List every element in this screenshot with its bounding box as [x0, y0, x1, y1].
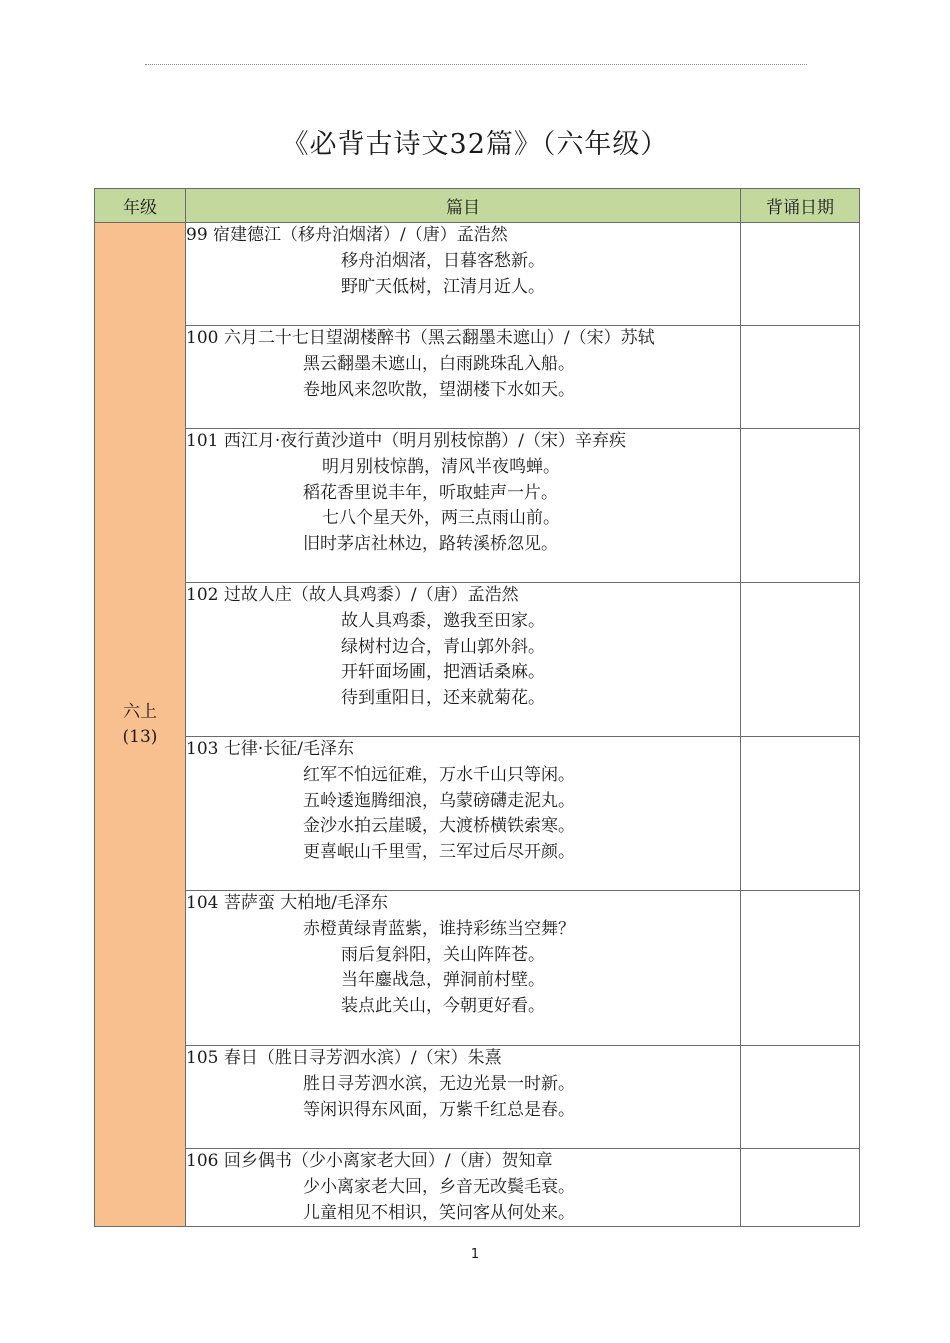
poem-line: 少小离家老大回，乡音无改鬓毛衰。	[303, 1176, 575, 1197]
poem-line: 黑云翻墨未遮山，白雨跳珠乱入船。	[303, 353, 575, 374]
poem-table	[94, 188, 860, 1227]
recite-date-cell[interactable]	[741, 737, 860, 891]
recite-date-cell[interactable]	[741, 1149, 860, 1227]
recite-date-cell[interactable]	[741, 223, 860, 326]
recite-date-cell[interactable]	[741, 326, 860, 429]
poem-cell	[186, 223, 741, 326]
poem-line: 雨后复斜阳，关山阵阵苍。	[341, 944, 545, 965]
poem-line: 野旷天低树，江清月近人。	[341, 276, 545, 297]
table-row	[95, 891, 860, 1046]
poem-cell	[186, 1149, 741, 1227]
recite-date-cell[interactable]	[741, 891, 860, 1046]
poem-line: 赤橙黄绿青蓝紫，谁持彩练当空舞？	[303, 918, 575, 939]
grade-cell	[95, 223, 186, 1227]
poem-cell	[186, 891, 741, 1046]
poem-title: 100 六月二十七日望湖楼醉书（黑云翻墨未遮山）/（宋）苏轼	[186, 328, 655, 348]
poem-line: 装点此关山，今朝更好看。	[341, 996, 545, 1017]
recite-date-cell[interactable]	[741, 583, 860, 737]
poem-line: 胜日寻芳泗水滨，无边光景一时新。	[303, 1073, 575, 1094]
grade-count: (13)	[122, 726, 158, 747]
top-divider	[145, 64, 807, 65]
poem-line: 更喜岷山千里雪，三军过后尽开颜。	[303, 842, 575, 863]
poem-cell	[186, 326, 741, 429]
poem-title: 106 回乡偶书（少小离家老大回）/（唐）贺知章	[186, 1151, 553, 1171]
poem-line: 旧时茅店社林边，路转溪桥忽见。	[303, 534, 558, 555]
poem-line: 移舟泊烟渚，日暮客愁新。	[341, 250, 545, 271]
poem-line: 七八个星天外，两三点雨山前。	[322, 508, 560, 529]
table-row	[95, 1046, 860, 1149]
poem-line: 五岭逶迤腾细浪，乌蒙磅礴走泥丸。	[303, 790, 575, 811]
header-title: 篇目	[186, 189, 741, 223]
page-title: 《必背古诗文32篇》（六年级）	[281, 129, 669, 160]
poem-line: 当年鏖战急，弹洞前村壁。	[341, 970, 545, 991]
table-row	[95, 583, 860, 737]
table-row	[95, 737, 860, 891]
table-row	[95, 1149, 860, 1227]
poem-line: 稻花香里说丰年，听取蛙声一片。	[303, 482, 558, 503]
poem-title: 99 宿建德江（移舟泊烟渚）/（唐）孟浩然	[186, 225, 508, 245]
header-date: 背诵日期	[741, 189, 860, 223]
poem-line: 开轩面场圃，把酒话桑麻。	[341, 662, 545, 683]
recite-date-cell[interactable]	[741, 429, 860, 583]
poem-title: 101 西江月·夜行黄沙道中（明月别枝惊鹊）/（宋）辛弃疾	[186, 431, 626, 451]
poem-line: 金沙水拍云崖暖，大渡桥横铁索寒。	[303, 816, 575, 837]
poem-line: 卷地风来忽吹散，望湖楼下水如天。	[303, 379, 575, 400]
table-row	[95, 326, 860, 429]
poem-line: 儿童相见不相识，笑问客从何处来。	[303, 1202, 575, 1223]
poem-line: 绿树村边合，青山郭外斜。	[341, 636, 545, 657]
poem-title: 103 七律·长征/毛泽东	[186, 739, 354, 759]
poem-line: 等闲识得东风面，万紫千红总是春。	[303, 1099, 575, 1120]
poem-cell	[186, 1046, 741, 1149]
poem-title: 105 春日（胜日寻芳泗水滨）/（宋）朱熹	[186, 1048, 502, 1068]
poem-cell	[186, 429, 741, 583]
grade-label: 六上	[123, 701, 157, 722]
poem-line: 红军不怕远征难，万水千山只等闲。	[303, 764, 575, 785]
poem-line: 明月别枝惊鹊，清风半夜鸣蝉。	[322, 456, 560, 477]
poem-title: 102 过故人庄（故人具鸡黍）/（唐）孟浩然	[186, 585, 519, 605]
poem-line: 故人具鸡黍，邀我至田家。	[341, 610, 545, 631]
poem-line: 待到重阳日，还来就菊花。	[341, 688, 545, 709]
poem-title: 104 菩萨蛮 大柏地/毛泽东	[186, 893, 388, 913]
table-row	[95, 429, 860, 583]
table-row	[95, 223, 860, 326]
recite-date-cell[interactable]	[741, 1046, 860, 1149]
page-number: 1	[470, 1247, 480, 1262]
poem-cell	[186, 583, 741, 737]
header-row	[95, 189, 860, 223]
poem-cell	[186, 737, 741, 891]
header-grade: 年级	[95, 189, 186, 223]
